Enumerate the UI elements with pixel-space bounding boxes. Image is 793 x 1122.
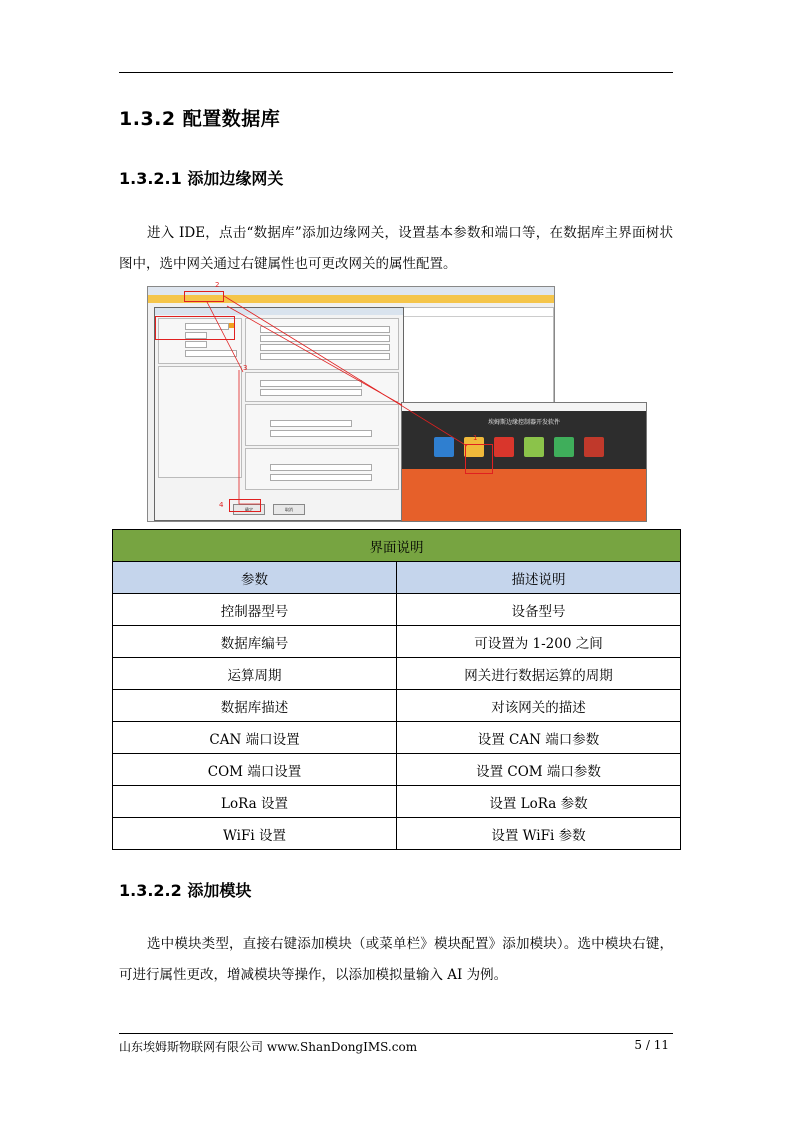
param-cell: 控制器型号: [113, 594, 397, 626]
paragraph-add-gateway: 进入 IDE，点击“数据库”添加边缘网关，设置基本参数和端口等，在数据库主界面树状图中，选中网关通过右键属性也可更改网关的属性配置。: [119, 225, 673, 272]
marker-2: 2: [215, 281, 220, 289]
desc-cell: 网关进行数据运算的周期: [397, 658, 681, 690]
table-row: [113, 754, 681, 786]
cancel-button[interactable]: 取消: [273, 504, 305, 515]
subsection-heading-module: 1.3.2.2 添加模块: [119, 881, 252, 900]
param-cell: 运算周期: [113, 658, 397, 690]
desc-cell: 可设置为 1-200 之间: [397, 626, 681, 658]
desc-cell: 对该网关的描述: [397, 690, 681, 722]
marker-4: 4: [219, 501, 224, 509]
subsection-heading-gateway: 1.3.2.1 添加边缘网关: [119, 169, 284, 188]
marker-arrows: [147, 286, 647, 522]
table-row: [113, 690, 681, 722]
paragraph-add-module: 选中模块类型，直接右键添加模块（或菜单栏》模块配置》添加模块）。选中模块右键，可进行属性更改，增减模块等操作，以添加模拟量输入 AI 为例。: [119, 936, 673, 983]
table-row: [113, 626, 681, 658]
param-cell: CAN 端口设置: [113, 722, 397, 754]
section-heading: 1.3.2 配置数据库: [119, 108, 281, 130]
desc-cell: 设备型号: [397, 594, 681, 626]
param-cell: 数据库编号: [113, 626, 397, 658]
confirm-button[interactable]: 确定: [233, 504, 265, 515]
desc-cell: 设置 CAN 端口参数: [397, 722, 681, 754]
marker-1: 1: [473, 434, 478, 442]
table-caption: 界面说明: [113, 530, 681, 562]
table-row: [113, 658, 681, 690]
table-row: [113, 722, 681, 754]
desc-cell: 设置 WiFi 参数: [397, 818, 681, 850]
param-cell: WiFi 设置: [113, 818, 397, 850]
page-number: 5 / 11: [634, 1038, 669, 1052]
column-header-desc: 描述说明: [397, 562, 681, 594]
param-cell: COM 端口设置: [113, 754, 397, 786]
header-rule: [119, 72, 673, 73]
desc-cell: 设置 COM 端口参数: [397, 754, 681, 786]
table-row: [113, 818, 681, 850]
column-header-param: 参数: [113, 562, 397, 594]
param-cell: LoRa 设置: [113, 786, 397, 818]
marker-3: 3: [243, 364, 248, 372]
footer-rule: [119, 1033, 673, 1034]
param-cell: 数据库描述: [113, 690, 397, 722]
splash-title: 埃姆斯边缘控制器开发软件: [487, 419, 560, 426]
desc-cell: 设置 LoRa 参数: [397, 786, 681, 818]
table-row: [113, 594, 681, 626]
footer-company: 山东埃姆斯物联网有限公司 www.ShanDongIMS.com: [119, 1040, 418, 1054]
ide-screenshot-figure: [147, 281, 647, 522]
table-row: [113, 786, 681, 818]
interface-description-table: [112, 529, 681, 850]
